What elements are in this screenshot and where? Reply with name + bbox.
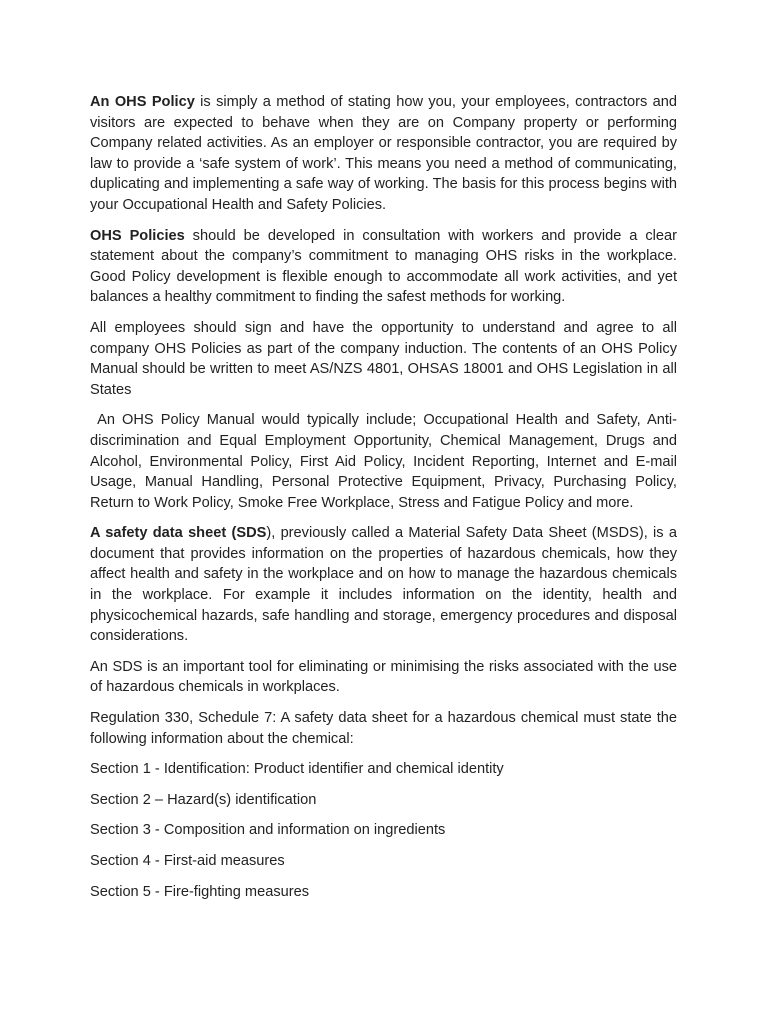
section-item: Section 3 - Composition and information on ingredients [90,822,446,839]
paragraph-text: should be developed in consultation with workers and provide a clear statement about the company’s commitment to managing OHS risks in the workplace. Good Policy development is flexible enough to accommodate all work activities, and yet balances a healthy commitment to finding the safest methods for working. [90,227,677,306]
paragraph-text: is simply a method of stating how you, your employees, contractors and visitors are expected to behave when they are on Company property or performing Company related activities. As an employer or responsible contractor, you are required by law to provide a ‘safe system of work’. This means you need a method of communicating, duplicating and implementing a safe way of working. The basis for this process begins with your Occupational Health and Safety Policies. [90,94,677,213]
section-item: Section 1 - Identification: Product identifier and chemical identity [90,761,504,778]
section-item: Section 2 – Hazard(s) identification [90,791,317,808]
paragraph-policy-manual-contents [90,410,677,513]
section-item: Section 4 - First-aid measures [90,853,285,869]
section-item: Section 5 - Fire-fighting measures [90,883,309,900]
paragraph-sds-definition [90,523,677,647]
term-safety-data-sheet: A safety data sheet (SDS [90,525,267,542]
paragraph-sds-tool: An SDS is an important tool for eliminating or minimising the risks associated with the use of hazardous chemicals in workplaces. [90,658,677,696]
term-ohs-policies: OHS Policies [90,227,185,244]
paragraph-regulation-330: Regulation 330, Schedule 7: A safety data sheet for a hazardous chemical must state the following information about the chemical: [90,710,677,747]
term-ohs-policy: An OHS Policy [90,94,195,110]
paragraph-text: An OHS Policy Manual would typically include; Occupational Health and Safety, Anti-discrimination and Equal Employment Opportunity, Chemical Management, Drugs and Alcohol, Environmental Policy, First Aid Policy, Incident Reporting, Internet and E-mail Usage, Manual Handling, Personal Protective Equipment, Privacy, Purchasing Policy, Return to Work Policy, Smoke Free Workplace, Stress and Fatigue Policy and more. [90,412,677,511]
paragraph-text: ), previously called a Material Safety Data Sheet (MSDS), is a document that provides information on the properties of hazardous chemicals, how they affect health and safety in the workplace and on how to manage the hazardous chemicals in the workplace. For example it includes information on the identity, health and physicochemical hazards, safe handling and storage, emergency procedures and disposal considerations. [90,525,677,645]
paragraph-ohs-policy [90,92,677,216]
paragraph-ohs-policies [90,226,677,308]
document-page [90,92,677,912]
paragraph-employees-sign: All employees should sign and have the opportunity to understand and agree to all company OHS Policies as part of the company induction. The contents of an OHS Policy Manual should be written to meet AS/NZS 4801, OHSAS 18001 and OHS Legislation in all States [90,319,677,398]
